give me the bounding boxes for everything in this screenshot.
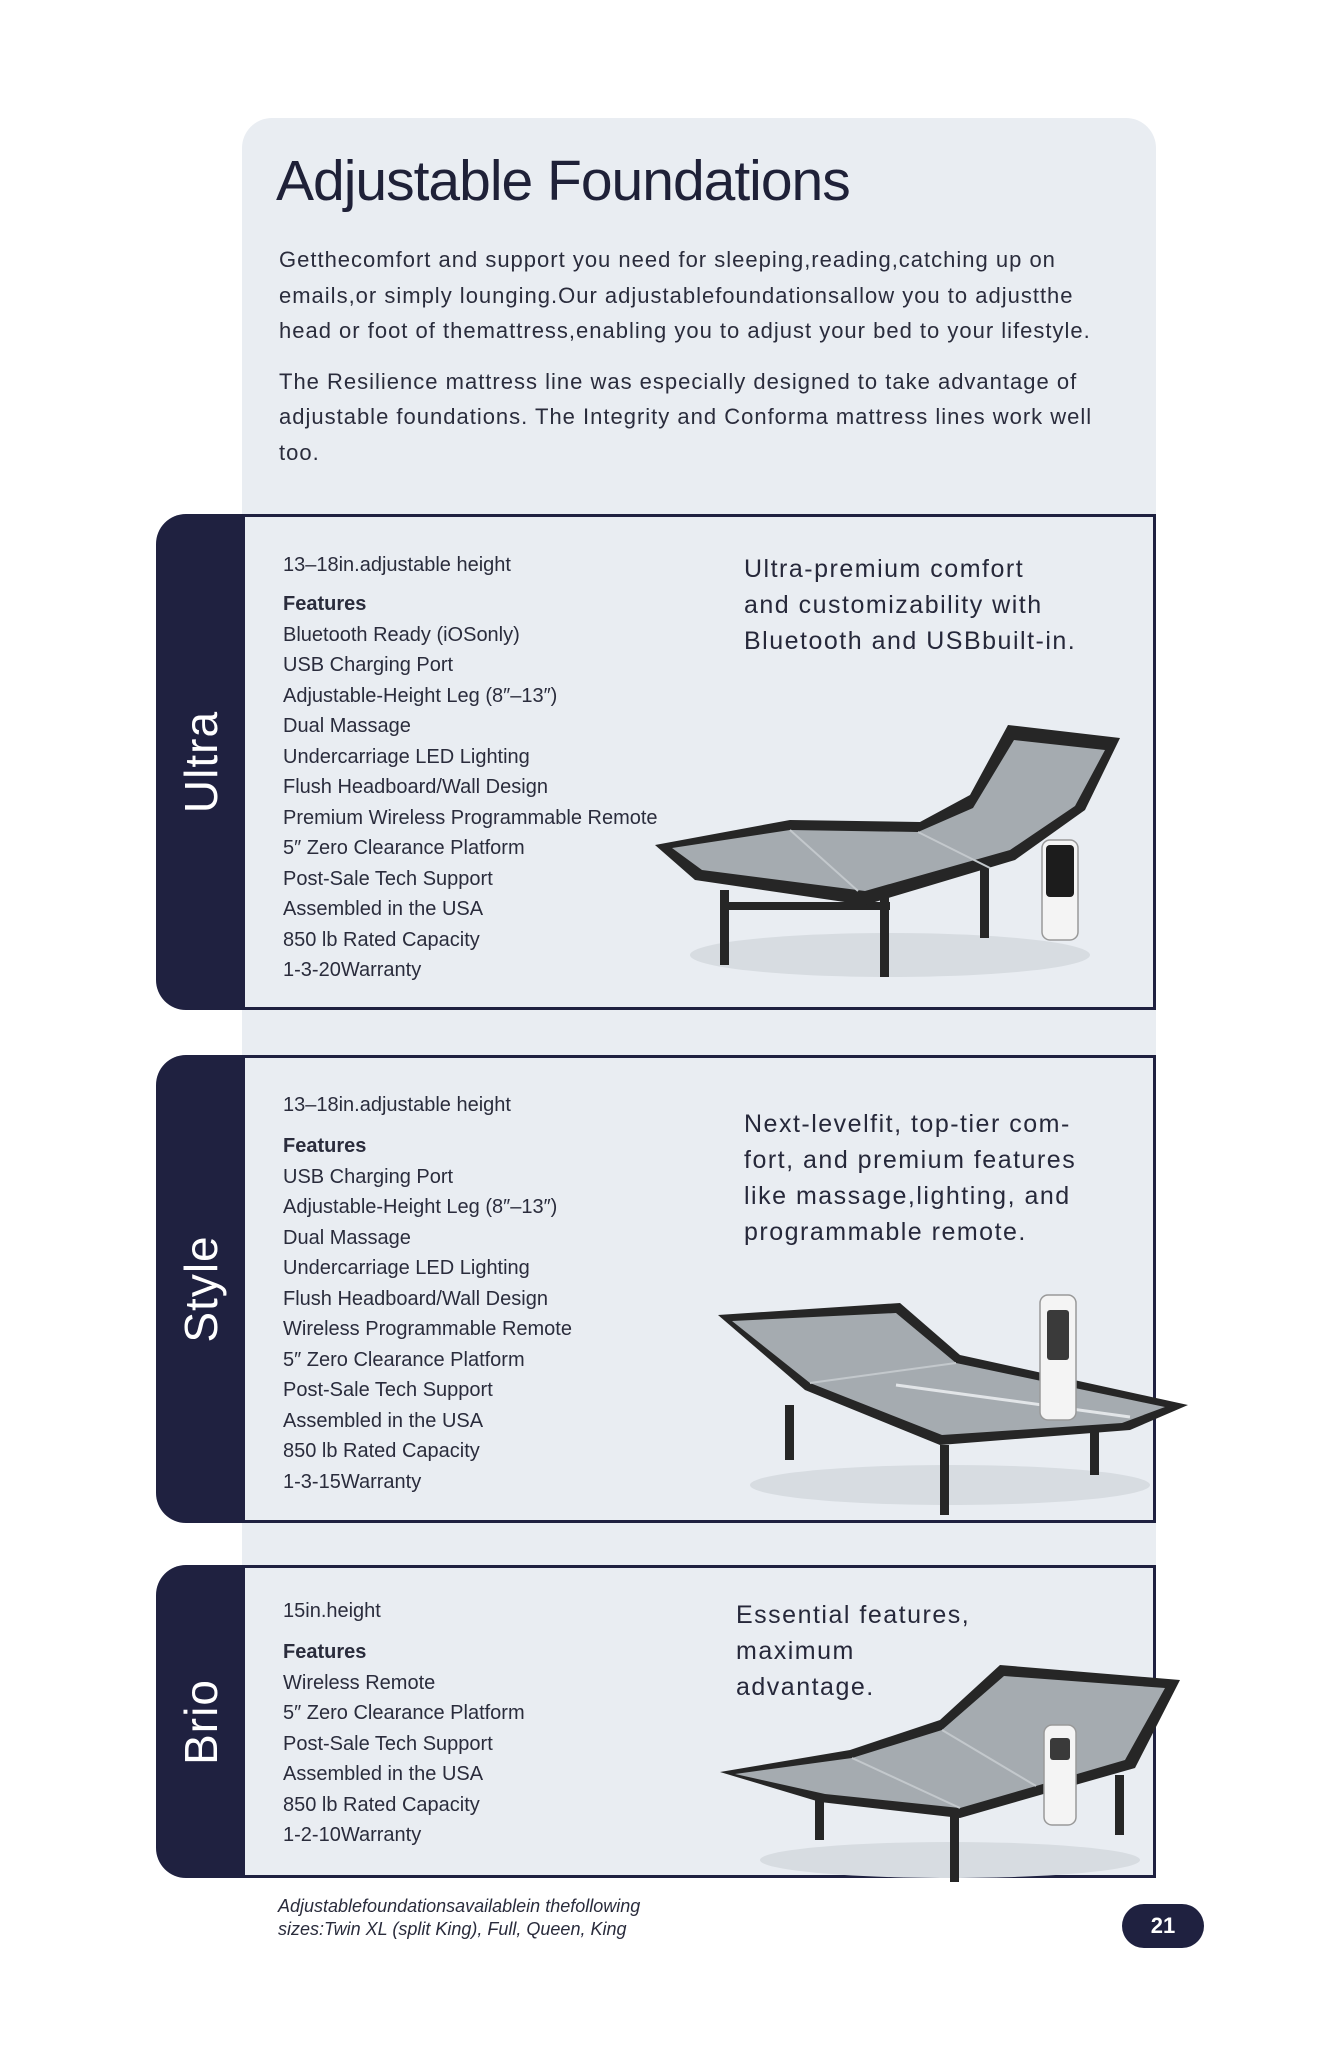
feature-item: 5″ Zero Clearance Platform — [283, 837, 525, 859]
features-list — [283, 1162, 572, 1498]
feature-item: Assembled in the USA — [283, 1409, 484, 1432]
feature-item: 1-3-20Warranty — [283, 959, 422, 981]
feature-item: USB Charging Port — [283, 654, 454, 676]
feature-item: Post-Sale Tech Support — [283, 1379, 493, 1401]
feature-item: 5″ Zero Clearance Platform — [283, 1702, 525, 1724]
feature-item: Post-Sale Tech Support — [283, 1732, 493, 1755]
feature-item: USB Charging Port — [283, 1165, 454, 1188]
feature-item: Assembled in the USA — [283, 898, 484, 920]
feature-item: Undercarriage LED Lighting — [283, 1257, 530, 1279]
feature-item: 5″ Zero Clearance Platform — [283, 1348, 525, 1371]
tagline-line: like massage,lighting, and — [744, 1182, 1071, 1210]
features-heading: Features — [283, 1641, 367, 1663]
tagline-line: and customizability with — [744, 591, 1043, 619]
style-features — [283, 1131, 572, 1497]
feature-item: Post-Sale Tech Support — [283, 867, 493, 890]
feature-item: Premium Wireless Programmable Remote — [283, 806, 658, 829]
feature-item: 1-3-15Warranty — [283, 1470, 422, 1493]
tagline-line: Bluetooth and USBbuilt-in. — [744, 627, 1077, 655]
feature-item: Adjustable-Height Leg (8″–13″) — [283, 1196, 558, 1218]
intro-paragraph: Getthecomfort and support you need for sleeping,reading,catching up on emails,or simply lounging.Our adjustablefoundationsallow you to adjustthe head or foot of themattress,enabling you to adjust your bed to your lifestyle. — [279, 247, 1091, 343]
feature-item: Adjustable-Height Leg (8″–13″) — [283, 684, 558, 707]
tagline-line: advantage. — [736, 1673, 875, 1701]
tagline-line: maximum — [736, 1637, 855, 1665]
feature-item: Flush Headboard/Wall Design — [283, 1287, 548, 1310]
section-tab-label: Style — [175, 1235, 227, 1343]
section-tab-label: Brio — [175, 1678, 227, 1765]
tagline-line: programmable remote. — [744, 1218, 1027, 1246]
section-tab-style — [156, 1055, 246, 1523]
intro-text — [279, 242, 1129, 485]
feature-item: 850 lb Rated Capacity — [283, 1440, 480, 1462]
features-list — [283, 1668, 525, 1851]
tagline-line: Essential features, — [736, 1601, 971, 1629]
features-heading: Features — [283, 1135, 367, 1157]
features-list — [283, 620, 658, 986]
intro-paragraph: The Resilience mattress line was especially designed to take advantage of adjustable foundations. The Integrity and Conforma mattress lines work well too. — [279, 368, 1093, 465]
feature-item: Wireless Remote — [283, 1671, 436, 1694]
feature-item: Assembled in the USA — [283, 1763, 484, 1785]
ultra-height: 13–18in.adjustable height — [283, 554, 511, 576]
feature-item: 850 lb Rated Capacity — [283, 1793, 480, 1816]
style-height: 13–18in.adjustable height — [283, 1094, 511, 1116]
tagline-line: Ultra-premium comfort — [744, 555, 1025, 583]
page-number-badge: 21 — [1122, 1904, 1204, 1948]
brio-features — [283, 1637, 525, 1851]
ultra-tagline — [744, 551, 1076, 659]
style-tagline — [744, 1106, 1076, 1250]
feature-item: Undercarriage LED Lighting — [283, 745, 530, 768]
feature-item: Bluetooth Ready (iOSonly) — [283, 623, 520, 646]
tagline-line: Next-levelfit, top-tier com- — [744, 1110, 1071, 1138]
tagline-line: fort, and premium features — [744, 1146, 1077, 1174]
feature-item: Dual Massage — [283, 1226, 411, 1249]
ultra-bed-image — [650, 710, 1130, 1010]
section-tab-ultra — [156, 514, 246, 1010]
brio-bed-image — [710, 1660, 1190, 1900]
feature-item: 1-2-10Warranty — [283, 1824, 422, 1846]
features-heading: Features — [283, 593, 367, 615]
ultra-features — [283, 589, 658, 986]
style-bed-image — [710, 1285, 1190, 1535]
footnote-line: Adjustablefoundationsavailablein thefollowing — [278, 1896, 641, 1916]
feature-item: Dual Massage — [283, 715, 411, 737]
feature-item: Flush Headboard/Wall Design — [283, 776, 548, 798]
section-tab-label: Ultra — [175, 710, 227, 814]
feature-item: 850 lb Rated Capacity — [283, 928, 480, 951]
section-tab-brio — [156, 1565, 246, 1878]
footnote-line: sizes:Twin XL (split King), Full, Queen, King — [278, 1919, 627, 1939]
feature-item: Wireless Programmable Remote — [283, 1318, 572, 1340]
brio-height: 15in.height — [283, 1600, 381, 1622]
sizes-footnote — [278, 1895, 640, 1941]
page-title: Adjustable Foundations — [276, 149, 850, 213]
